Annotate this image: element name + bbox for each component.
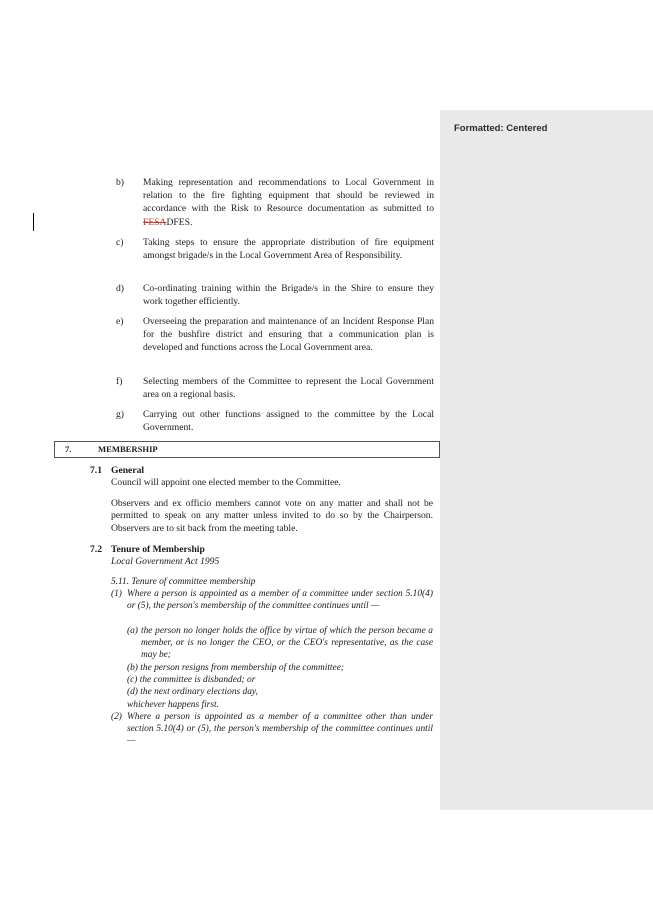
list-letter: b) <box>116 177 124 188</box>
list-text: Carrying out other functions assigned to the committee by the Local Government. <box>143 409 434 434</box>
list-text: Selecting members of the Committee to represent the Local Government area on a regional basis. <box>143 376 434 401</box>
list-text: Co-ordinating training within the Brigade/s in the Shire to ensure they work together efficiently. <box>143 283 434 308</box>
text-cursor <box>33 213 34 231</box>
subclause-d: (d) the next ordinary elections day, <box>127 687 258 697</box>
tracked-deletion: FESA <box>143 216 167 228</box>
comment-pane <box>440 110 653 810</box>
tracked-insertion: DFES <box>166 216 190 228</box>
list-text: Making representation and recommendations to Local Government in relation to the fire fighting equipment that should be reviewed in accordance with the Risk to Resource documentation as submitted to FESADFES. <box>143 177 434 228</box>
list-item-e <box>116 315 434 355</box>
list-item-g <box>116 408 434 434</box>
paragraph: Council will appoint one elected member to the Committee. <box>111 477 341 488</box>
legislation-heading: 5.11. Tenure of committee membership <box>111 577 256 587</box>
document-page: b) Making representation and recommendations to Local Government in relation to the fire fighting equipment that should be reviewed in accordance with the Risk to Resource documentation as submitted to FESADFES. c) Taking steps to ensure the appropriate distribution of fire equipment amongst brigade/s in the Local Government Area of Responsibility. d) Co-ordinating training within the Brigade/s in the Shire to ensure they work together efficiently. e) Overseeing the preparation and maintenance of an Incident Response Plan for the bushfire district and ensuring that a communication plan is developed and functions across the Local Government area. f) Selecting members of the Committee to represent the Local Government area on a regional basis. g) Carrying out other functions assigned to the committee by the Local Government. 7. MEMBERSHIP 7.1 General Council will appoint one elected member to the Committee. Observers and ex officio members cannot vote on any matter and shall not be permitted to speak on any matter unless invited to do so by the Chairperson. Observers are to sit back from the meeting table. 7.2 Tenure of Membership Local Government Act 1995 5.11. Tenure of committee membership (1) Where a person is appointed as a member of a committee under section 5.10(4) or (5), the person's membership of the committee continues until — (a) the person no longer holds the office by virtue of which the person became a member, or is no longer the CEO, or the CEO's representative, as the case may be; (b) the person resigns from membership of the committee; (c) the committee is disbanded; or (d) the next ordinary elections day, whichever happens first. (2) Where a person is appointed as a member of a committee other than under section 5.10(4) or (5), the person's membership of the committee continues until — Formatted: Centered <box>0 0 653 923</box>
section-title: MEMBERSHIP <box>98 444 158 454</box>
subclause-letter: (a) <box>127 626 138 636</box>
whichever-line: whichever happens first. <box>127 700 219 710</box>
clause-number: (2) <box>111 712 122 722</box>
paragraph: Observers and ex officio members cannot vote on any matter and shall not be permitted to speak on any matter unless invited to do so by the Chairperson. Observers are to sit back from the meeting table. <box>111 498 433 534</box>
list-item-f <box>116 375 434 401</box>
subclause-a: the person no longer holds the office by virtue of which the person became a member, or is no longer the CEO, or the CEO's representative, as the case may be; <box>141 626 433 661</box>
list-letter: f) <box>116 376 123 387</box>
clause-1: Where a person is appointed as a member of a committee under section 5.10(4) or (5), the person's membership of the committee continues until — <box>127 589 433 612</box>
section-heading-membership <box>54 441 440 458</box>
list-letter: d) <box>116 283 124 294</box>
subclause-c: (c) the committee is disbanded; or <box>127 675 256 685</box>
clause-number: (1) <box>111 589 122 599</box>
list-item-c <box>116 236 434 262</box>
list-letter: e) <box>116 316 124 327</box>
list-text: Taking steps to ensure the appropriate distribution of fire equipment amongst brigade/s in the Local Government Area of Responsibility. <box>143 237 434 262</box>
formatted-comment[interactable]: Formatted: Centered <box>454 123 548 134</box>
section-number: 7. <box>65 444 72 454</box>
list-text: Overseeing the preparation and maintenance of an Incident Response Plan for the bushfire district and ensuring that a communication plan is developed and functions across the Local Government area. <box>143 316 434 354</box>
list-letter: c) <box>116 237 124 248</box>
list-item-d <box>116 282 434 308</box>
clause-2: Where a person is appointed as a member of a committee other than under section 5.10(4) or (5), the person's membership of the committee continues until — <box>127 712 433 747</box>
list-item-b <box>116 176 434 229</box>
act-name: Local Government Act 1995 <box>111 556 220 567</box>
list-letter: g) <box>116 409 124 420</box>
subclause-b: (b) the person resigns from membership of the committee; <box>127 663 344 673</box>
